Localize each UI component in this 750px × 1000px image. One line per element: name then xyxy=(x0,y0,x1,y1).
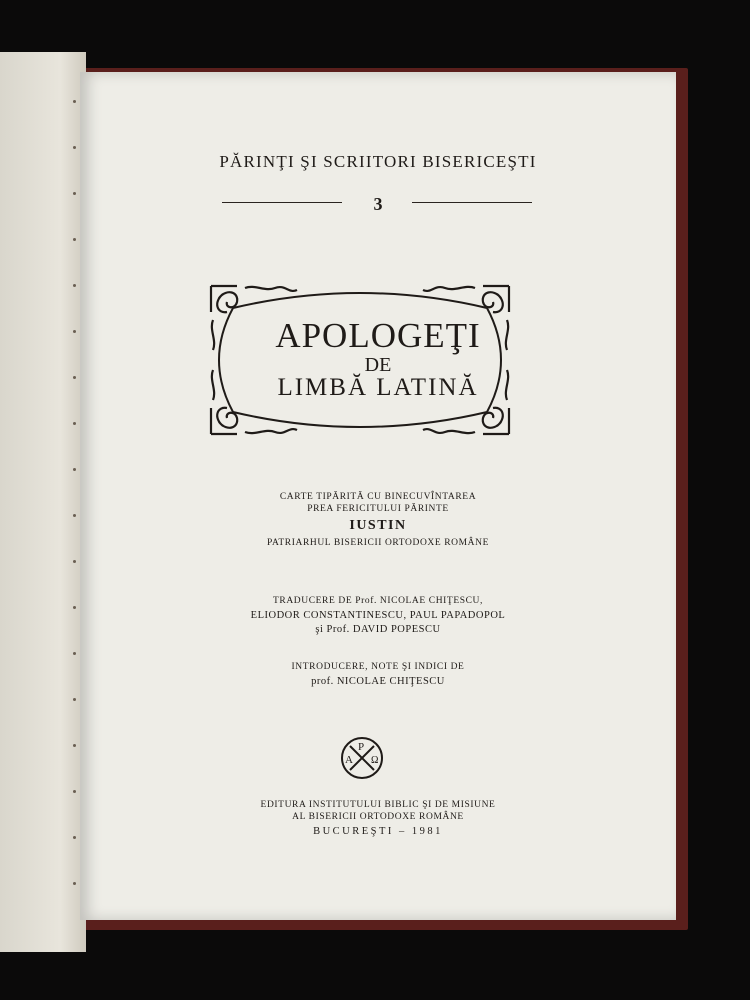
blessing-line3: PATRIARHUL BISERICII ORTODOXE ROMÂNE xyxy=(266,538,490,548)
main-title-line3: LIMBĂ LATINĂ xyxy=(277,374,479,401)
main-title-line2: DE xyxy=(364,354,392,376)
rule-right xyxy=(412,202,532,203)
binding-stitch xyxy=(73,744,76,747)
blessing-line2: PREA FERICITULUI PĂRINTE xyxy=(307,504,449,514)
notes-line1: INTRODUCERE, NOTE ŞI INDICI DE xyxy=(291,662,465,672)
patriarch-name: IUSTIN xyxy=(349,518,407,533)
publisher-line1: EDITURA INSTITUTULUI BIBLIC ŞI DE MISIUNE xyxy=(260,800,496,810)
binding-stitch xyxy=(73,790,76,793)
alpha-letter: A xyxy=(345,754,353,766)
omega-letter: Ω xyxy=(371,755,379,766)
main-title-line1: APOLOGEŢI xyxy=(275,316,481,355)
binding-stitch xyxy=(73,514,76,517)
binding-stitch xyxy=(73,468,76,471)
binding-stitch xyxy=(73,284,76,287)
chi-rho-alpha-omega-icon xyxy=(340,736,384,780)
binding-stitch xyxy=(73,882,76,885)
translators-line1: TRADUCERE DE Prof. NICOLAE CHIŢESCU, xyxy=(272,596,483,606)
binding-stitch xyxy=(73,652,76,655)
rho-letter: P xyxy=(358,741,365,753)
volume-number: 3 xyxy=(373,194,383,214)
binding-stitch xyxy=(73,100,76,103)
binding-stitch xyxy=(73,192,76,195)
binding-stitch xyxy=(73,376,76,379)
translators-line3: şi Prof. DAVID POPESCU xyxy=(315,624,441,635)
publisher-line3: BUCUREŞTI – 1981 xyxy=(313,826,443,837)
binding-stitch xyxy=(73,238,76,241)
blessing-line1: CARTE TIPĂRITĂ CU BINECUVÎNTAREA xyxy=(279,492,477,502)
publisher-line2: AL BISERICII ORTODOXE ROMÂNE xyxy=(292,812,464,822)
binding-stitch xyxy=(73,560,76,563)
binding-stitch xyxy=(73,698,76,701)
left-page-edge xyxy=(0,52,86,952)
binding-stitch xyxy=(73,146,76,149)
binding-stitch xyxy=(73,836,76,839)
translators-line2: ELIODOR CONSTANTINESCU, PAUL PAPADOPOL xyxy=(250,610,506,621)
series-title: PĂRINŢI ŞI SCRIITORI BISERICEŞTI xyxy=(219,152,537,171)
title-page xyxy=(80,72,676,920)
binding-stitch xyxy=(73,330,76,333)
binding-stitch xyxy=(73,422,76,425)
binding-stitch xyxy=(73,606,76,609)
notes-line2: prof. NICOLAE CHIŢESCU xyxy=(311,676,445,687)
